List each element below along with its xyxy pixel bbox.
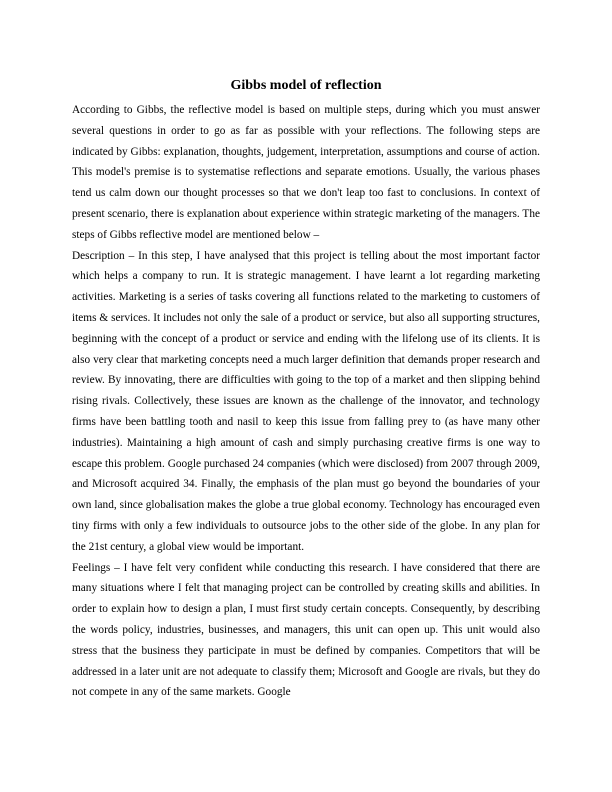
feelings-paragraph: Feelings – I have felt very confident while conducting this research. I have considered that there are many situations where I felt that managing project can be controlled by creating skills and abilities. In order to explain how to design a plan, I must first study certain concepts. Consequently, by describing the words policy, industries, businesses, and managers, this unit can open up. This unit would also stress that the business they participate in must be defined by companies. Competitors that will be addressed in a later unit are not adequate to classify them; Microsoft and Google are rivals, but they do not compete in any of the same markets. Google	[72, 561, 540, 699]
intro-paragraph: According to Gibbs, the reflective model is based on multiple steps, during which you must answer several questions in order to go as far as possible with your reflections. The following steps are indicated by Gibbs: explanation, thoughts, judgement, interpretation, assumptions and course of action. This model's premise is to systematise reflections and separate emotions. Usually, the various phases tend us calm down our thought processes so that we don't leap too fast to conclusions. In context of present scenario, there is explanation about experience within strategic marketing of the managers. The steps of Gibbs reflective model are mentioned below –	[72, 104, 540, 241]
document-title: Gibbs model of reflection	[230, 78, 382, 93]
description-paragraph: Description – In this step, I have analysed that this project is telling about the most important factor which helps a company to run. It is strategic management. I have learnt a lot regarding marketing activities. Marketing is a series of tasks covering all functions related to the marketing to customers of items & services. It includes not only the sale of a product or service, but also all supporting structures, beginning with the concept of a product or service and ending with the lifelong use of its clients. It is also very clear that marketing concepts need a much larger definition that demands proper research and review. By innovating, there are difficulties with going to the top of a market and then slipping behind rising rivals. Collectively, these issues are known as the challenge of the innovator, and technology firms have been battling tooth and nasil to keep this issue from falling prey to (as have many other industries). Maintaining a high amount of cash and simply purchasing creative firms is one way to escape this problem. Google purchased 24 companies (which were disclosed) from 2007 through 2009, and Microsoft acquired 34. Finally, the emphasis of the plan must go beyond the boundaries of your own land, since globalisation makes the globe a true global economy. Technology has encouraged even tiny firms with only a few individuals to outsource jobs to the other side of the globe. In any plan for the 21st century, a global view would be important.	[72, 249, 540, 553]
